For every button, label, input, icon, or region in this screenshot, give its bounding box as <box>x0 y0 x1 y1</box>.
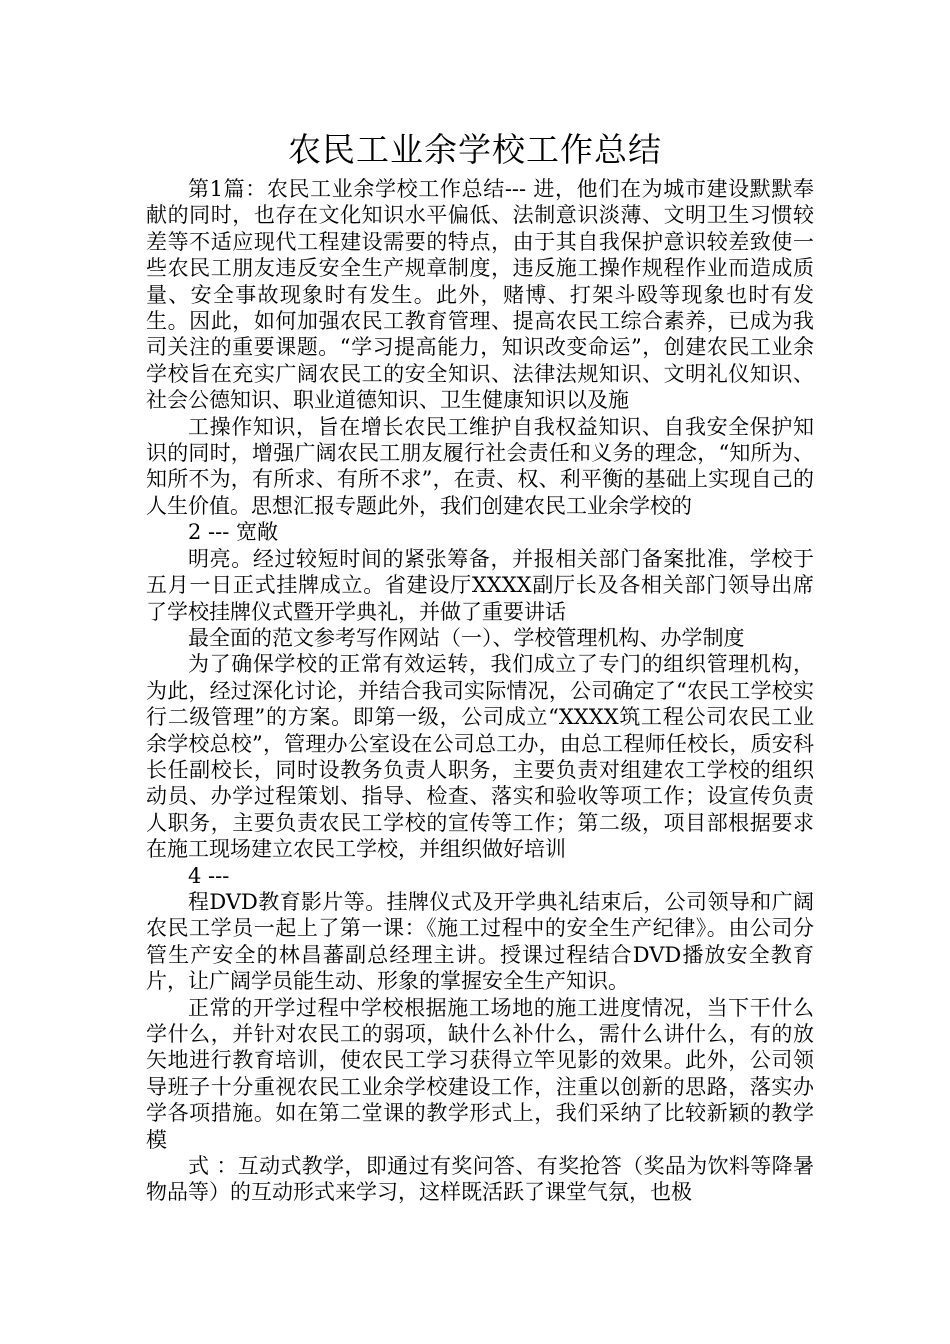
paragraph: 正常的开学过程中学校根据施工场地的施工进度情况，当下干什么学什么，并针对农民工的弱项，缺什么补什么，需什么讲什么，有的放矢地进行教育培训，使农民工学习获得立竿见影的效果。此外，公司领导班子十分重视农民工业余学校建设工作，注重以创新的思路，落实办学各项措施。如在第二堂课的教学形式上，我们采纳了比较新颖的教学模 <box>146 995 814 1152</box>
paragraph: 程DVD教育影片等。挂牌仪式及开学典礼结束后，公司领导和广阔农民工学员一起上了第一课：《施工过程中的安全生产纪律》。由公司分管生产安全的林昌蕃副总经理主讲。授课过程结合DVD播放安全教育片，让广阔学员能生动、形象的掌握安全生产知识。 <box>146 889 814 994</box>
document-body <box>146 176 814 1206</box>
paragraph: 2 --- 宽敞 <box>188 520 278 545</box>
document-title: 农民工业余学校工作总结 <box>288 130 662 169</box>
paragraph: 为了确保学校的正常有效运转，我们成立了专门的组织管理机构，为此，经过深化讨论，并结合我司实际情况，公司确定了“农民工学校实行二级管理”的方案。即第一级，公司成立“XXXX筑工程公司农民工业余学校总校”，管理办公室设在公司总工办，由总工程师任校长，质安科长任副校长，同时设教务负责人职务，主要负责对组建农工学校的组织动员、办学过程策划、指导、检查、落实和验收等项工作；设宣传负责人职务，主要负责农民工学校的宣传等工作；第二级，项目部根据要求在施工现场建立农民工学校，并组织做好培训 <box>146 652 814 862</box>
paragraph: 明亮。经过较短时间的紧张筹备，并报相关部门备案批准，学校于五月一日正式挂牌成立。省建设厅XXXX副厅长及各相关部门领导出席了学校挂牌仪式暨开学典礼，并做了重要讲话 <box>146 546 814 624</box>
paragraph: 工操作知识，旨在增长农民工维护自我权益知识、自我安全保护知识的同时，增强广阔农民工朋友履行社会责任和义务的理念，“知所为、知所不为，有所求、有所不求”，在责、权、利平衡的基础上实现自己的人生价值。思想汇报专题此外，我们创建农民工业余学校的 <box>146 414 814 518</box>
paragraph: 4 --- <box>188 863 230 888</box>
paragraph: 式 ：互动式教学，即通过有奖问答、有奖抢答（奖品为饮料等降暑物品等）的互动形式来学习，这样既活跃了课堂气氛，也极 <box>146 1154 814 1205</box>
paragraph: 最全面的范文参考写作网站（一）、学校管理机构、办学制度 <box>188 625 745 650</box>
paragraph: 第1篇：农民工业余学校工作总结--- 进，他们在为城市建设默默奉献的同时，也存在文化知识水平偏低、法制意识淡薄、文明卫生习惯较差等不适应现代工程建设需要的特点，由于其自我保护意识较差致使一些农民工朋友违反安全生产规章制度，违反施工操作规程作业而造成质量、安全事故现象时有发生。此外，赌博、打架斗殴等现象也时有发生。因此，如何加强农民工教育管理、提高农民工综合素养，已成为我司关注的重要课题。“学习提高能力，知识改变命运”，创建农民工业余学校旨在充实广阔农民工的安全知识、法律法规知识、文明礼仪知识、社会公德知识、职业道德知识、卫生健康知识以及施 <box>146 177 814 413</box>
